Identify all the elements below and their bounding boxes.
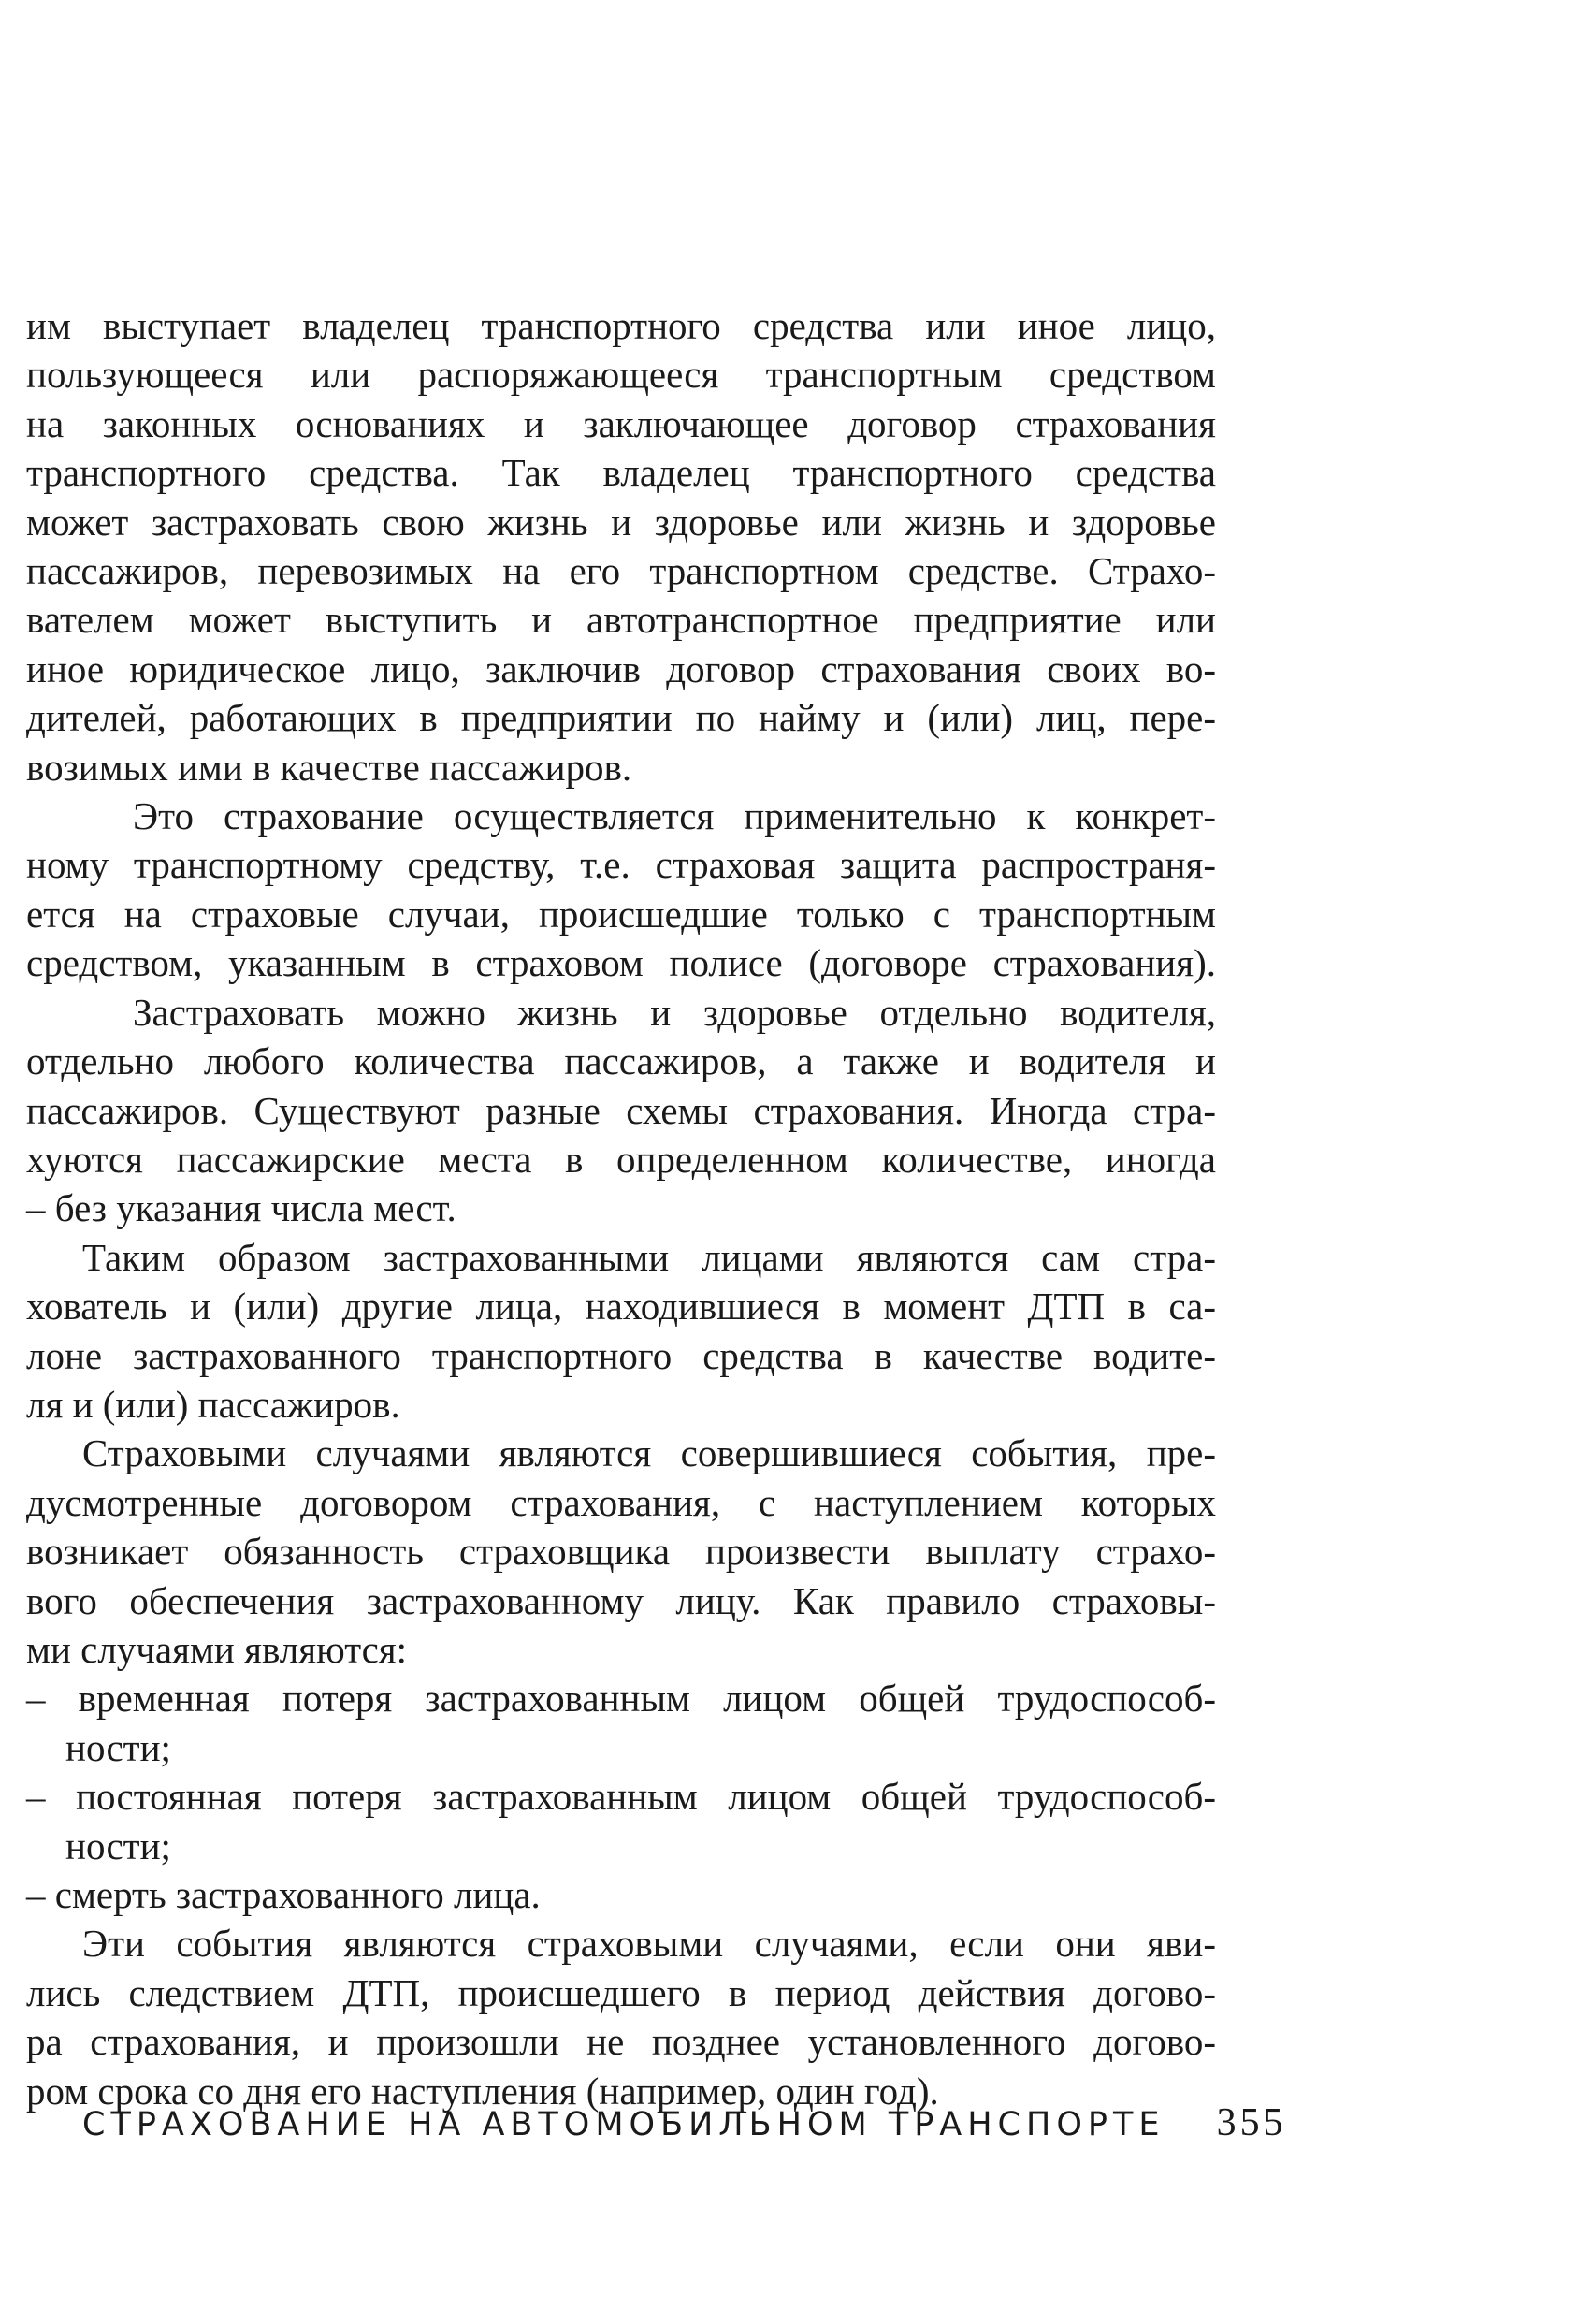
text-line: вого обеспечения застрахованному лицу. Как правило страховы- xyxy=(26,1578,1216,1622)
body-text xyxy=(26,301,1216,2115)
text-line: Застраховать можно жизнь и здоровье отдельно водителя, xyxy=(133,990,1216,1034)
text-line: пассажиров, перевозимых на его транспортном средстве. Страхо- xyxy=(26,549,1216,593)
text-line: возимых ими в качестве пассажиров. xyxy=(26,745,632,789)
text-line: лись следствием ДТП, происшедшего в период действия догово- xyxy=(26,1970,1216,2014)
text-line: на законных основаниях и заключающее договор страхования xyxy=(26,401,1216,445)
text-line: Таким образом застрахованными лицами являются сам стра- xyxy=(82,1235,1216,1279)
list-item: – смерть застрахованного лица. xyxy=(26,1873,541,1916)
text-line: хователь и (или) другие лица, находившиеся в момент ДТП в са- xyxy=(26,1285,1216,1329)
text-line: хуются пассажирские места в определенном количестве, иногда xyxy=(26,1137,1216,1181)
text-line: средством, указанным в страховом полисе (договоре страхования). xyxy=(26,941,1216,985)
text-line: – без указания числа мест. xyxy=(26,1186,456,1230)
text-line: Страховыми случаями являются совершившиеся события, пре- xyxy=(82,1431,1216,1475)
text-line: Эти события являются страховыми случаями, если они яви- xyxy=(82,1922,1216,1966)
text-line: пользующееся или распоряжающееся транспортным средством xyxy=(26,353,1216,397)
text-line: отдельно любого количества пассажиров, а также и водителя и xyxy=(26,1039,1216,1083)
text-line: лоне застрахованного транспортного средства в качестве водите- xyxy=(26,1333,1216,1377)
text-line: транспортного средства. Так владелец транспортного средства xyxy=(26,451,1216,495)
text-line: вателем может выступить и автотранспортное предприятие или xyxy=(26,598,1216,642)
text-line: ми случаями являются: xyxy=(26,1627,408,1671)
text-line: дусмотренные договором страхования, с наступлением которых xyxy=(26,1480,1216,1524)
text-line: ра страхования, и произошли не позднее установленного догово- xyxy=(26,2020,1216,2064)
page-footer xyxy=(82,2100,1287,2145)
text-line: ром срока со дня его наступления (например, один год). xyxy=(26,2069,939,2113)
text-line: им выступает владелец транспортного средства или иное лицо, xyxy=(26,304,1216,347)
list-item-continuation: ности; xyxy=(65,1725,171,1769)
text-line: Это страхование осуществляется применительно к конкрет- xyxy=(133,794,1216,838)
text-line: ному транспортному средству, т.е. страховая защита распространя- xyxy=(26,843,1216,887)
list-item: – постоянная потеря застрахованным лицом общей трудоспособ- xyxy=(26,1775,1216,1819)
text-line: ется на страховые случаи, происшедшие только с транспортным xyxy=(26,892,1216,936)
text-line: пассажиров. Существуют разные схемы страхования. Иногда стра- xyxy=(26,1088,1216,1132)
text-line: ля и (или) пассажиров. xyxy=(26,1382,400,1426)
list-item-continuation: ности; xyxy=(65,1823,171,1867)
text-line: иное юридическое лицо, заключив договор страхования своих во- xyxy=(26,646,1216,690)
running-title: СТРАХОВАНИЕ НА АВТОМОБИЛЬНОМ ТРАНСПОРТЕ xyxy=(82,2106,1165,2143)
text-line: дителей, работающих в предприятии по найму и (или) лиц, пере- xyxy=(26,696,1216,740)
list-item: – временная потеря застрахованным лицом общей трудоспособ- xyxy=(26,1677,1216,1721)
text-line: возникает обязанность страховщика произвести выплату страхо- xyxy=(26,1530,1216,1574)
text-line: может застраховать свою жизнь и здоровье или жизнь и здоровье xyxy=(26,500,1216,544)
page-number: 355 xyxy=(1216,2101,1287,2144)
